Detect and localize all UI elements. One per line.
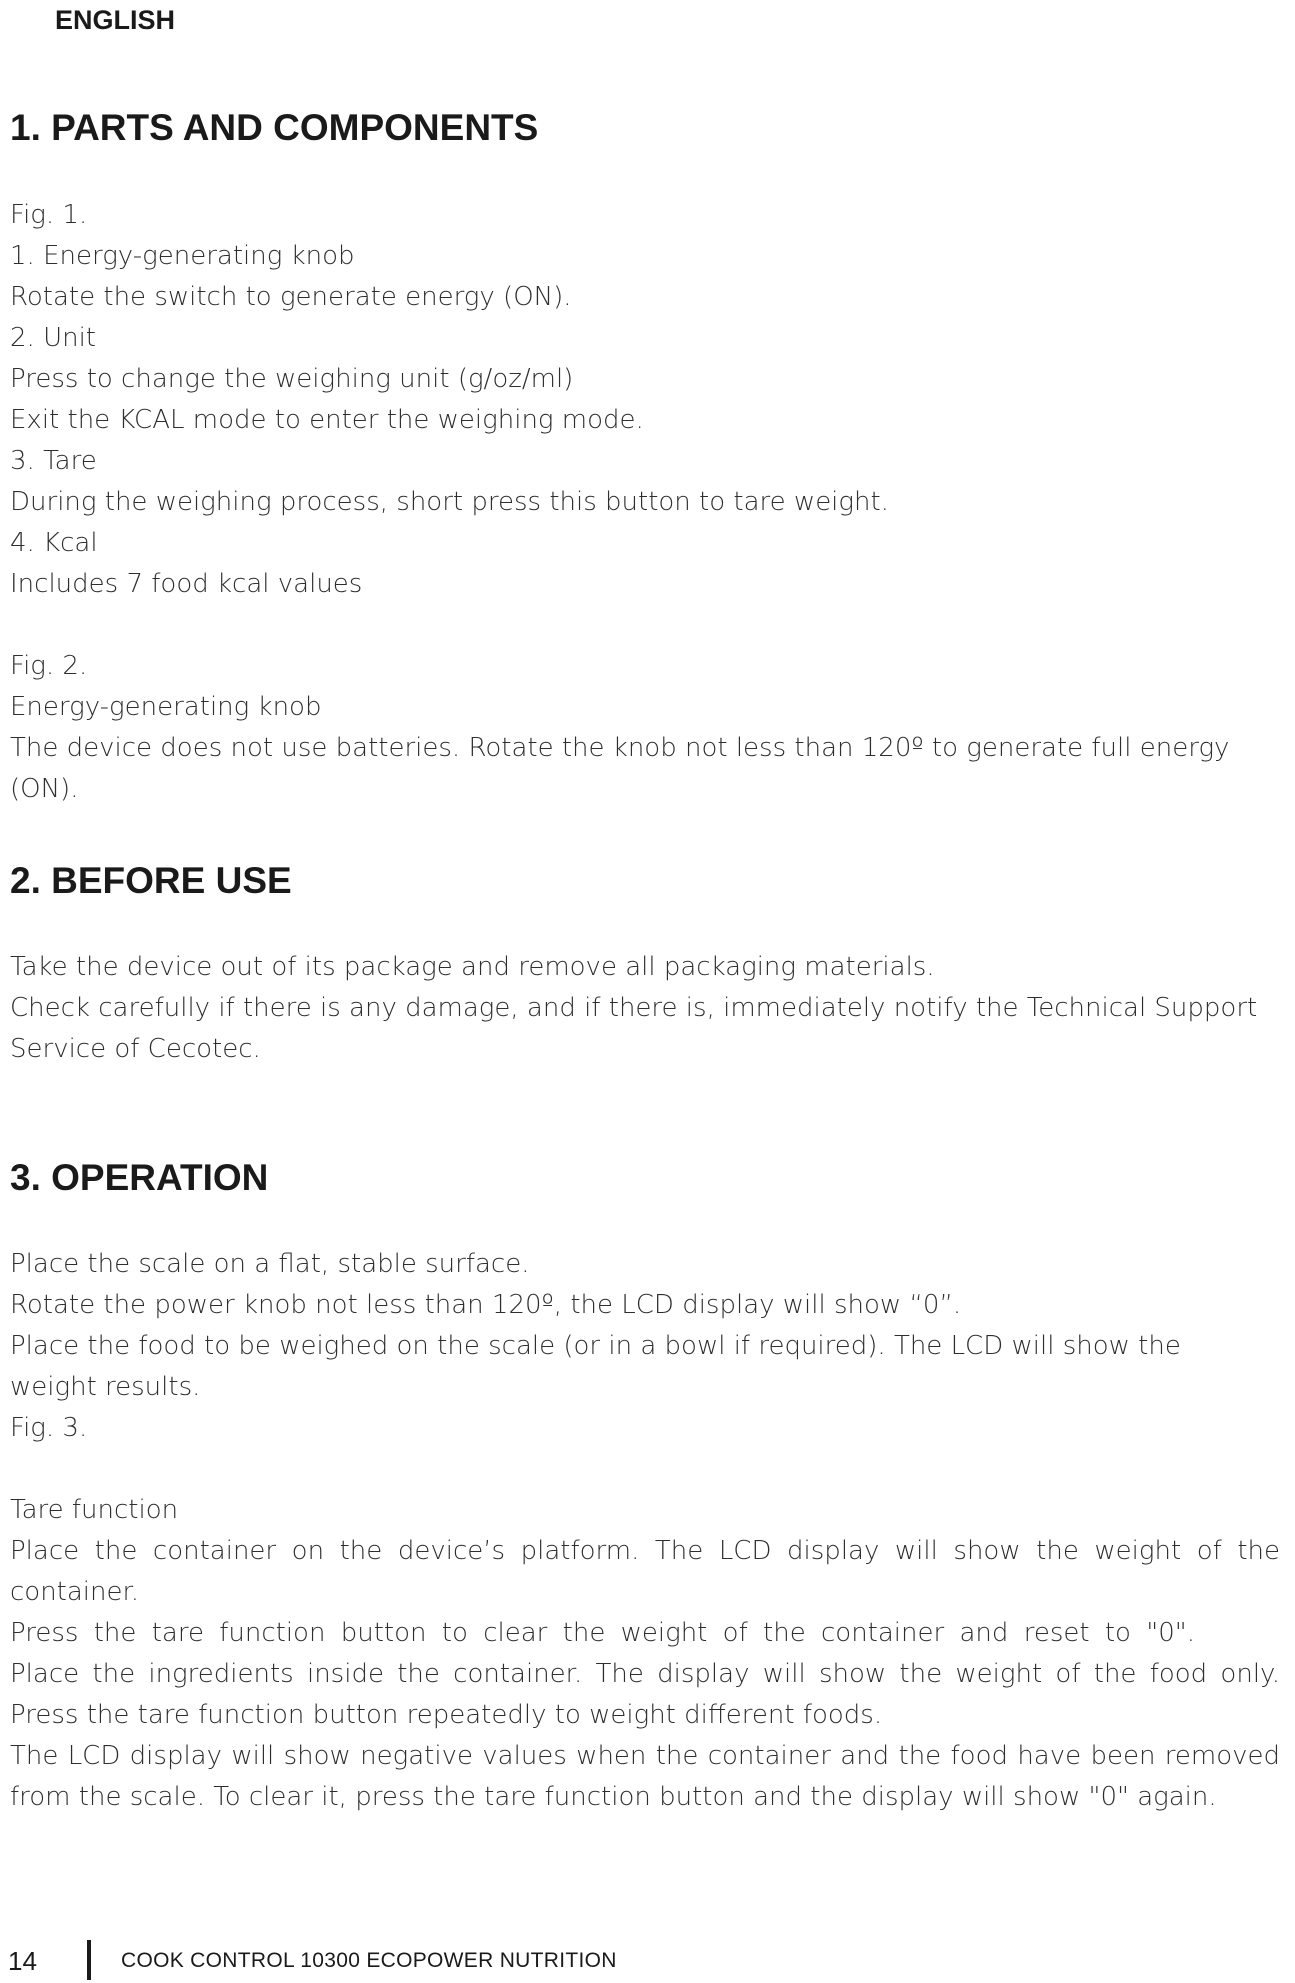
knob-desc-2: (ON). xyxy=(10,774,79,804)
footer-divider xyxy=(87,1940,91,1980)
part-4-title: 4. Kcal xyxy=(10,528,98,558)
before-use-line-3: Service of Cecotec. xyxy=(10,1034,261,1064)
part-4-desc: Includes 7 food kcal values xyxy=(10,569,363,599)
tare-line-6: The LCD display will show negative values when the container and the food have been removed xyxy=(10,1741,1280,1771)
language-label: ENGLISH xyxy=(55,5,176,35)
knob-desc-1: The device does not use batteries. Rotate the knob not less than 120º to generate full energy xyxy=(10,733,1230,763)
section-title-before-use: 2. BEFORE USE xyxy=(10,860,292,901)
part-1-desc: Rotate the switch to generate energy (ON). xyxy=(10,282,572,312)
knob-title: Energy-generating knob xyxy=(10,692,322,722)
operation-line-1: Place the scale on a flat, stable surface. xyxy=(10,1249,530,1279)
operation-line-3: Place the food to be weighed on the scale (or in a bowl if required). The LCD will show the xyxy=(10,1331,1181,1361)
fig-3-label: Fig. 3. xyxy=(10,1413,88,1443)
part-2-title: 2. Unit xyxy=(10,323,96,353)
tare-line-2: container. xyxy=(10,1577,140,1607)
fig-2-label: Fig. 2. xyxy=(10,651,88,681)
page-number: 14 xyxy=(8,1946,37,1976)
tare-line-1: Place the container on the device’s platform. The LCD display will show the weight of the xyxy=(10,1536,1280,1566)
tare-line-5: Press the tare function button repeatedly to weight different foods. xyxy=(10,1700,883,1730)
part-3-title: 3. Tare xyxy=(10,446,97,476)
before-use-line-1: Take the device out of its package and remove all packaging materials. xyxy=(10,952,935,982)
part-2-desc-2: Exit the KCAL mode to enter the weighing mode. xyxy=(10,405,644,435)
before-use-line-2: Check carefully if there is any damage, and if there is, immediately notify the Technical Support xyxy=(10,993,1258,1023)
section-title-operation: 3. OPERATION xyxy=(10,1157,269,1198)
tare-line-7: from the scale. To clear it, press the tare function button and the display will show "0" again. xyxy=(10,1782,1217,1812)
tare-line-3: Press the tare function button to clear the weight of the container and reset to "0". xyxy=(10,1618,1195,1648)
footer-product-name: COOK CONTROL 10300 ECOPOWER NUTRITION xyxy=(121,1949,617,1972)
fig-1-label: Fig. 1. xyxy=(10,200,88,230)
operation-line-2: Rotate the power knob not less than 120º, the LCD display will show “0”. xyxy=(10,1290,962,1320)
part-1-title: 1. Energy-generating knob xyxy=(10,241,355,271)
operation-line-4: weight results. xyxy=(10,1372,201,1402)
section-title-parts: 1. PARTS AND COMPONENTS xyxy=(10,107,539,148)
tare-line-4: Place the ingredients inside the container. The display will show the weight of the food only. xyxy=(10,1659,1280,1689)
part-3-desc: During the weighing process, short press this button to tare weight. xyxy=(10,487,889,517)
tare-function-title: Tare function xyxy=(10,1495,179,1525)
part-2-desc-1: Press to change the weighing unit (g/oz/ml) xyxy=(10,364,574,394)
